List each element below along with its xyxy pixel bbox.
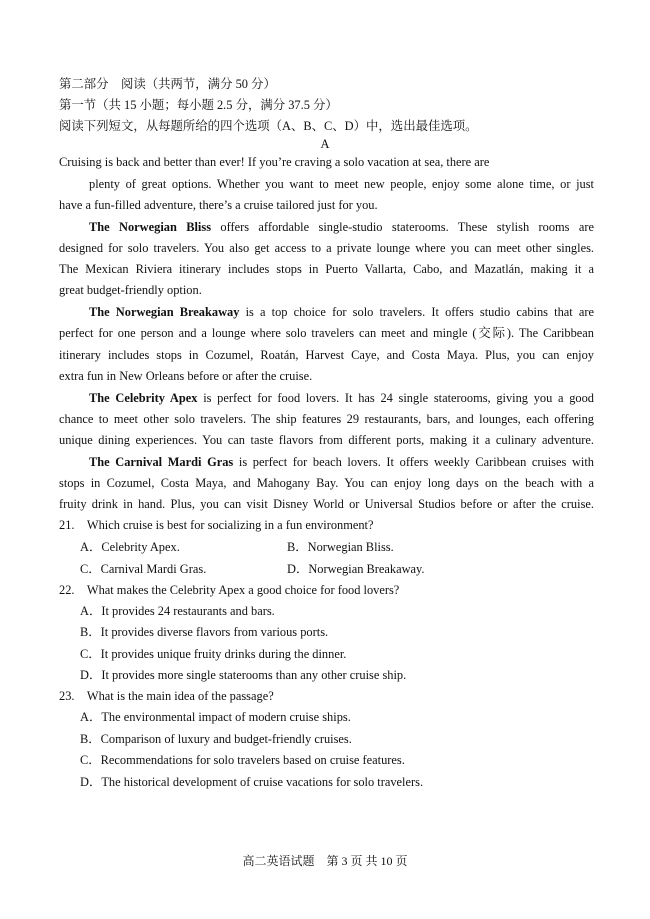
page-footer: 高二英语试题 第 3 页 共 10 页 (242, 854, 408, 868)
question-23-option-c: C．Recommendations for solo travelers based on cruise features. (80, 753, 405, 767)
passage-letter: A (320, 137, 330, 151)
question-22-option-c: C．It provides unique fruity drinks during the dinner. (80, 647, 347, 661)
cruise-name-bliss: The Norwegian Bliss (89, 220, 212, 234)
paragraph-mardi-gras-line: fruity drink in hand. Plus, you can visit Disney World or Universal Studios before or after the cruise. (59, 497, 594, 511)
passage-intro-line: plenty of great options. Whether you want to meet new people, enjoy some alone time, or just (89, 177, 594, 191)
question-23-option-b: B．Comparison of luxury and budget-friendly cruises. (80, 732, 352, 746)
paragraph-apex-line: unique dining experiences. You can taste flavors from different ports, making it a culinary adventure. (59, 433, 594, 447)
paragraph-bliss-line: The Mexican Riviera itinerary includes stops in Puerto Vallarta, Cabo, and Mazatlán, making it a (59, 262, 594, 276)
question-21-option-c: C．Carnival Mardi Gras. (80, 562, 207, 576)
paragraph-apex-line: chance to meet other solo travelers. The ship features 29 restaurants, bars, and lounges, each offering (59, 412, 594, 426)
paragraph-mardi-gras-line: stops in Cozumel, Costa Maya, and Mahogany Bay. You can enjoy long days on the beach with a (59, 476, 594, 490)
instructions: 阅读下列短文，从每题所给的四个选项（A、B、C、D）中，选出最佳选项。 (59, 119, 478, 133)
question-21-option-d: D．Norwegian Breakaway. (287, 562, 425, 576)
question-23-option-d: D．The historical development of cruise vacations for solo travelers. (80, 775, 424, 789)
paragraph-bliss-line: designed for solo travelers. You also get access to a private lounge where you can meet other singles. (59, 241, 594, 255)
cruise-name-breakaway: The Norwegian Breakaway (89, 305, 240, 319)
passage-intro-line: Cruising is back and better than ever! If you’re craving a solo vacation at sea, there are (59, 155, 490, 169)
paragraph-bliss-line: great budget-friendly option. (59, 283, 202, 297)
paragraph-mardi-gras-line: The Carnival Mardi Gras is perfect for beach lovers. It offers weekly Caribbean cruises with (89, 455, 594, 469)
question-22-stem: 22. What makes the Celebrity Apex a good choice for food lovers? (59, 583, 400, 597)
question-21-option-b: B．Norwegian Bliss. (287, 540, 394, 554)
cruise-name-mardi-gras: The Carnival Mardi Gras (89, 455, 234, 469)
paragraph-breakaway-line: perfect for one person and a lounge where solo travelers can meet and mingle (交际). The Caribbean (59, 326, 594, 340)
cruise-name-apex: The Celebrity Apex (89, 391, 198, 405)
part-heading: 第二部分 阅读（共两节，满分 50 分） (59, 77, 276, 91)
question-21-option-a: A．Celebrity Apex. (80, 540, 180, 554)
paragraph-breakaway-line: extra fun in New Orleans before or after the cruise. (59, 369, 313, 383)
paragraph-breakaway-line: itinerary includes stops in Cozumel, Roatán, Harvest Caye, and Costa Maya. Plus, you can enjoy (59, 348, 594, 362)
question-22-option-d: D．It provides more single staterooms than any other cruise ship. (80, 668, 407, 682)
paragraph-bliss-line: The Norwegian Bliss offers affordable single-studio staterooms. These stylish rooms are (89, 220, 594, 234)
question-21-stem: 21. Which cruise is best for socializing in a fun environment? (59, 518, 374, 532)
question-22-option-b: B．It provides diverse flavors from various ports. (80, 625, 329, 639)
passage-intro-line: have a fun-filled adventure, there’s a cruise tailored just for you. (59, 198, 378, 212)
question-23-stem: 23. What is the main idea of the passage? (59, 689, 274, 703)
question-23-option-a: A．The environmental impact of modern cruise ships. (80, 710, 351, 724)
paragraph-breakaway-line: The Norwegian Breakaway is a top choice for solo travelers. It offers studio cabins that are (89, 305, 594, 319)
section-heading: 第一节（共 15 小题；每小题 2.5 分，满分 37.5 分） (59, 98, 338, 112)
paragraph-apex-line: The Celebrity Apex is perfect for food lovers. It has 24 single staterooms, giving you a good (89, 391, 595, 405)
question-22-option-a: A．It provides 24 restaurants and bars. (80, 604, 275, 618)
